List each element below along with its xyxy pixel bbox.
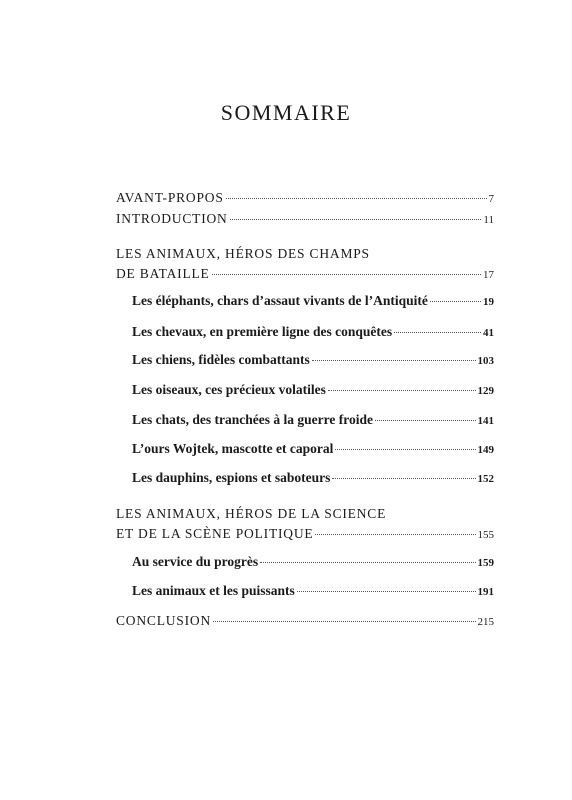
- leader-dots: [297, 591, 476, 592]
- leader-dots: [226, 198, 487, 199]
- leader-dots: [332, 478, 475, 479]
- toc-entry-label: Les dauphins, espions et saboteurs: [132, 470, 331, 485]
- toc-entry-label: Au service du progrès: [132, 554, 259, 569]
- leader-dots: [212, 274, 481, 275]
- toc-entry-page: 7: [488, 193, 494, 205]
- toc-chapter-chevaux[interactable]: [132, 324, 494, 340]
- toc-entry-label: INTRODUCTION: [116, 211, 228, 226]
- toc-entry-part-1[interactable]: [116, 266, 494, 282]
- toc-entry-page: 141: [477, 415, 494, 427]
- toc-entry-page: 149: [477, 444, 494, 456]
- toc-entry-page: 19: [483, 296, 494, 308]
- toc-chapter-ours-wojtek[interactable]: [132, 441, 494, 457]
- leader-dots: [328, 390, 476, 391]
- toc-entry-part-2[interactable]: [116, 526, 494, 542]
- leader-dots: [335, 449, 475, 450]
- toc-entry-label: Les éléphants, chars d’assaut vivants de l’Antiquité: [132, 293, 428, 308]
- toc-entry-label: AVANT-PROPOS: [116, 190, 224, 205]
- toc-entry-label: L’ours Wojtek, mascotte et caporal: [132, 441, 334, 456]
- leader-dots: [375, 420, 476, 421]
- toc-entry-label: Les chevaux, en première ligne des conquêtes: [132, 324, 393, 339]
- toc-entry-label: DE BATAILLE: [116, 266, 210, 281]
- toc-entry-page: 191: [477, 586, 494, 598]
- toc-entry-page: 11: [483, 214, 494, 226]
- toc-entry-label: ET DE LA SCÈNE POLITIQUE: [116, 526, 314, 541]
- toc-chapter-chats[interactable]: [132, 412, 494, 428]
- toc-entry-avant-propos[interactable]: [116, 190, 494, 206]
- toc-entry-page: 215: [477, 616, 494, 628]
- part-2-heading-line-1: LES ANIMAUX, HÉROS DE LA SCIENCE: [116, 506, 387, 521]
- toc-entry-label: Les oiseaux, ces précieux volatiles: [132, 382, 326, 397]
- toc-entry-label: Les chiens, fidèles combattants: [132, 352, 310, 367]
- toc-entry-page: 155: [477, 529, 494, 541]
- toc-entry-page: 159: [477, 557, 494, 569]
- leader-dots: [260, 562, 475, 563]
- toc-entry-page: 41: [483, 327, 494, 339]
- toc-chapter-chiens[interactable]: [132, 352, 494, 368]
- toc-entry-page: 129: [477, 385, 494, 397]
- leader-dots: [430, 301, 481, 302]
- leader-dots: [312, 360, 476, 361]
- leader-dots: [213, 621, 475, 622]
- leader-dots: [315, 534, 475, 535]
- toc-chapter-puissants[interactable]: [132, 583, 494, 599]
- toc-chapter-elephants[interactable]: [132, 293, 494, 309]
- toc-entry-page: 103: [477, 355, 494, 367]
- toc-entry-introduction[interactable]: [116, 211, 494, 227]
- toc-entry-label: Les animaux et les puissants: [132, 583, 295, 598]
- part-1-heading-line-1: LES ANIMAUX, HÉROS DES CHAMPS: [116, 246, 370, 261]
- toc-entry-label: Les chats, des tranchées à la guerre froide: [132, 412, 373, 427]
- toc-chapter-oiseaux[interactable]: [132, 382, 494, 398]
- toc-entry-label: CONCLUSION: [116, 613, 212, 628]
- leader-dots: [230, 219, 482, 220]
- toc-entry-page: 152: [477, 473, 494, 485]
- toc-entry-conclusion[interactable]: [116, 613, 494, 629]
- leader-dots: [394, 332, 481, 333]
- toc-entry-page: 17: [483, 269, 494, 281]
- page-title: SOMMAIRE: [220, 100, 352, 125]
- toc-chapter-progres[interactable]: [132, 554, 494, 570]
- toc-chapter-dauphins[interactable]: [132, 470, 494, 486]
